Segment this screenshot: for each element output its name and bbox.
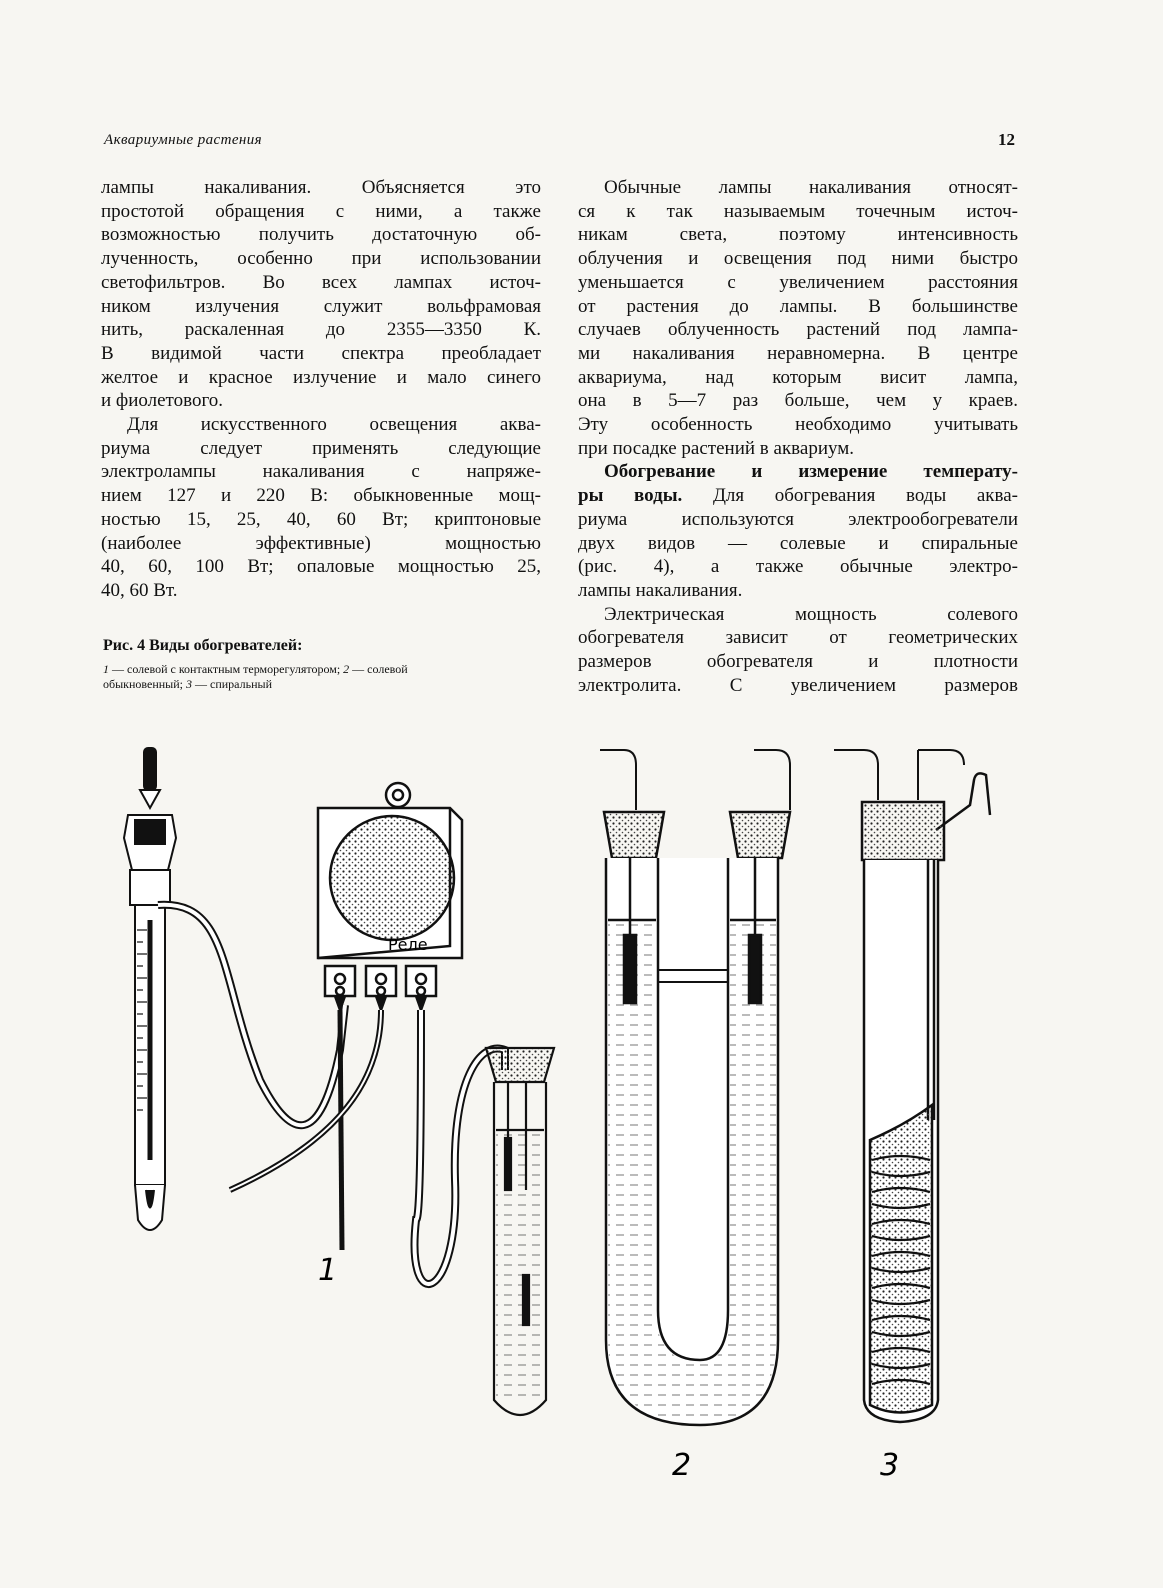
text-line: размеров обогревателя и плотности xyxy=(578,651,1018,673)
text-line: лампы накаливания. Объясняется это xyxy=(101,177,541,198)
text-line: облучения и освещения под ними быстро xyxy=(578,248,1018,270)
text-line: двух видов — солевые и спиральные xyxy=(578,532,1018,554)
salt-heater-ordinary xyxy=(600,750,790,1425)
caption-num: 3 xyxy=(186,677,193,691)
caption-num: 2 xyxy=(343,662,350,676)
text-line: желтое и красное излучение и мало синего xyxy=(101,366,541,388)
text-line: лученность, особенно при использовании xyxy=(101,248,541,270)
text-line: риума используются электрообогреватели xyxy=(578,508,1018,530)
figure-caption-text xyxy=(103,662,543,692)
text-line: лампы накаливания. xyxy=(578,579,743,601)
text-line: ником излучения служит вольфрамовая xyxy=(101,295,541,317)
text-line: 40, 60, 100 Вт; опаловые мощностью 25, xyxy=(101,556,541,578)
page-number: 12 xyxy=(998,130,1015,149)
text-line: уменьшается с увеличением расстояния xyxy=(578,271,1018,293)
text-line: ностью 15, 25, 40, 60 Вт; криптоновые xyxy=(101,508,541,530)
section-heading: Обогревание и измерение температу- xyxy=(604,461,1018,483)
text-line: и фиолетового. xyxy=(101,390,224,412)
caption-fragment: обыкновенный; xyxy=(103,677,187,691)
relay-label: Реле xyxy=(388,935,428,954)
text-line: простотой обращения с ними, а также xyxy=(101,200,541,222)
text-line: (рис. 4), а также обычные электро- xyxy=(578,556,1018,578)
caption-fragment: — солевой xyxy=(349,662,408,676)
text-line: электролампы накаливания с напряже- xyxy=(101,461,541,483)
text-line: от растения до лампы. В большинстве xyxy=(578,295,1018,317)
caption-fragment: — солевой с контактным терморегулятором; xyxy=(109,662,344,676)
text-line: нием 127 и 220 В: обыкновенные мощ- xyxy=(101,485,541,507)
section-heading-end: ры воды. xyxy=(578,485,683,507)
figure-label-1: 1 xyxy=(318,1253,338,1288)
relay-box xyxy=(318,783,462,1010)
text-line: электролита. С увеличением размеров xyxy=(578,674,1018,696)
text-fragment: Для обогревания воды аква- xyxy=(682,485,1018,507)
running-title: Аквариумные растения xyxy=(104,132,263,148)
text-line: обогревателя зависит от геометрических xyxy=(578,627,1018,649)
text-line: Для искусственного освещения аква- xyxy=(127,414,541,436)
text-line: 40, 60 Вт. xyxy=(101,579,178,601)
text-line: она в 5—7 раз больше, чем у краев. xyxy=(578,390,1018,412)
figure-label-2: 2 xyxy=(672,1448,692,1483)
text-line: аквариума, над которым висит лампа, xyxy=(578,366,1018,388)
text-line: никам света, поэтому интенсивность xyxy=(578,224,1018,246)
left-text-column xyxy=(101,176,541,603)
right-text-column xyxy=(578,176,1018,697)
caption-fragment: — спиральный xyxy=(192,677,272,691)
salt-heater-with-regulator xyxy=(486,1048,554,1415)
text-line: Электрическая мощность солевого xyxy=(604,603,1018,625)
caption-line xyxy=(103,677,543,692)
text-line: Обычные лампы накаливания относят- xyxy=(604,177,1018,198)
text-line: ми накаливания неравномерна. В центре xyxy=(578,342,1018,364)
text-line: возможностью получить достаточную об- xyxy=(101,224,541,246)
contact-thermometer xyxy=(124,748,176,1230)
spiral-heater xyxy=(834,750,990,1422)
text-line: нить, раскаленная до 2355—3350 К. xyxy=(101,319,541,341)
figure-caption-title: Рис. 4 Виды обогревателей: xyxy=(103,637,303,654)
text-line: светофильтров. Во всех лампах источ- xyxy=(101,271,541,293)
text-line xyxy=(578,484,1018,508)
figure-label-3: 3 xyxy=(880,1448,900,1483)
text-line: случаев облученность растений под лампа- xyxy=(578,319,1018,341)
text-line: риума следует применять следующие xyxy=(101,437,541,459)
text-line: (наиболее эффективные) мощностью xyxy=(101,532,541,554)
text-line: Эту особенность необходимо учитывать xyxy=(578,414,1018,436)
caption-num: 1 xyxy=(103,662,109,676)
text-line: ся к так называемым точечным источ- xyxy=(578,200,1018,222)
heaters-illustration xyxy=(0,720,1163,1520)
text-line: при посадке растений в аквариум. xyxy=(578,437,855,459)
caption-line xyxy=(103,662,543,677)
text-line: В видимой части спектра преобладает xyxy=(101,342,541,364)
